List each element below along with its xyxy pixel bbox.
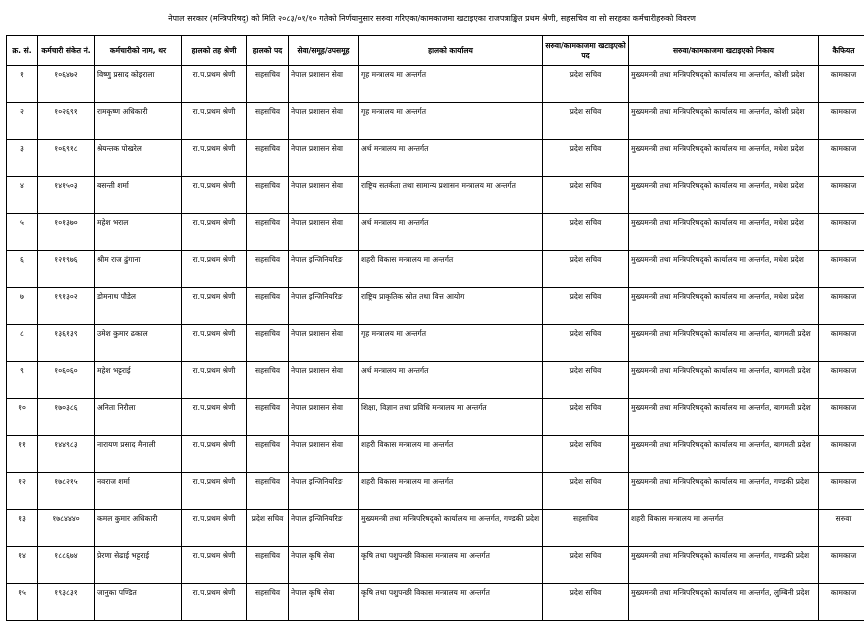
cell-post: सहसचिव (247, 584, 289, 621)
cell-level: रा.प.प्रथम श्रेणी (182, 288, 247, 325)
cell-code: १९१३०२ (38, 288, 95, 325)
cell-sn: ४ (7, 177, 38, 214)
cell-new-office: मुख्यमन्त्री तथा मन्त्रिपरिषद्‌को कार्यालय मा अन्तर्गत, बागमती प्रदेश (629, 399, 819, 436)
cell-new-post: प्रदेश सचिव (543, 399, 629, 436)
table-row (7, 66, 864, 103)
cell-sn: ३ (7, 140, 38, 177)
cell-post: सहसचिव (247, 177, 289, 214)
cell-sn: ७ (7, 288, 38, 325)
table-row (7, 399, 864, 436)
cell-sn: ५ (7, 214, 38, 251)
cell-new-post: प्रदेश सचिव (543, 547, 629, 584)
cell-remark: कामकाज (819, 251, 864, 288)
cell-post: सहसचिव (247, 288, 289, 325)
cell-remark: कामकाज (819, 103, 864, 140)
cell-new-office: मुख्यमन्त्री तथा मन्त्रिपरिषद्‌को कार्यालय मा अन्तर्गत, कोशी प्रदेश (629, 66, 819, 103)
cell-code: १३६१३९ (38, 325, 95, 362)
header-row (7, 36, 864, 66)
cell-post: सहसचिव (247, 103, 289, 140)
cell-post: सहसचिव (247, 214, 289, 251)
col-header-new-office: सरुवा/कामकाजमा खटाइएको निकाय (629, 36, 819, 66)
cell-new-office: मुख्यमन्त्री तथा मन्त्रिपरिषद्‌को कार्यालय मा अन्तर्गत, मधेश प्रदेश (629, 177, 819, 214)
cell-remark: कामकाज (819, 177, 864, 214)
cell-new-post: प्रदेश सचिव (543, 288, 629, 325)
cell-new-office: मुख्यमन्त्री तथा मन्त्रिपरिषद्‌को कार्यालय मा अन्तर्गत, गण्डकी प्रदेश (629, 547, 819, 584)
cell-new-post: प्रदेश सचिव (543, 251, 629, 288)
cell-code: १०६४७२ (38, 66, 95, 103)
cell-service: नेपाल प्रशासन सेवा (289, 325, 359, 362)
col-header-office: हालको कार्यालय (359, 36, 543, 66)
cell-level: रा.प.प्रथम श्रेणी (182, 103, 247, 140)
cell-code: १२१९७६ (38, 251, 95, 288)
cell-office: गृह मन्त्रालय मा अन्तर्गत (359, 66, 543, 103)
cell-name: नारायण प्रसाद मैनाली (95, 436, 182, 473)
col-header-level: हालको तह श्रेणी (182, 36, 247, 66)
table-row (7, 362, 864, 399)
cell-code: १४१५०३ (38, 177, 95, 214)
cell-level: रा.प.प्रथम श्रेणी (182, 177, 247, 214)
cell-name: रामकृष्ण अधिकारी (95, 103, 182, 140)
cell-sn: १ (7, 66, 38, 103)
cell-post: सहसचिव (247, 473, 289, 510)
table-row (7, 510, 864, 547)
cell-sn: ११ (7, 436, 38, 473)
cell-name: महेश भराल (95, 214, 182, 251)
cell-code: १०६०६० (38, 362, 95, 399)
transfer-table (6, 35, 864, 621)
cell-new-post: प्रदेश सचिव (543, 66, 629, 103)
cell-level: रा.प.प्रथम श्रेणी (182, 473, 247, 510)
cell-service: नेपाल कृषि सेवा (289, 547, 359, 584)
cell-office: शहरी विकास मन्त्रालय मा अन्तर्गत (359, 473, 543, 510)
cell-code: १७८४४४० (38, 510, 95, 547)
cell-remark: कामकाज (819, 214, 864, 251)
table-row (7, 584, 864, 621)
cell-service: नेपाल प्रशासन सेवा (289, 214, 359, 251)
cell-remark: कामकाज (819, 325, 864, 362)
cell-office: शहरी विकास मन्त्रालय मा अन्तर्गत (359, 436, 543, 473)
cell-office: कृषि तथा पशुपन्छी विकास मन्त्रालय मा अन्तर्गत (359, 584, 543, 621)
col-header-sn: क्र. सं. (7, 36, 38, 66)
cell-code: १०२६९१ (38, 103, 95, 140)
cell-new-office: मुख्यमन्त्री तथा मन्त्रिपरिषद्‌को कार्यालय मा अन्तर्गत, बागमती प्रदेश (629, 436, 819, 473)
cell-new-office: मुख्यमन्त्री तथा मन्त्रिपरिषद्‌को कार्यालय मा अन्तर्गत, कोशी प्रदेश (629, 103, 819, 140)
cell-remark: कामकाज (819, 66, 864, 103)
cell-name: बसन्ती शर्मा (95, 177, 182, 214)
cell-name: डोमनाथ पौडेल (95, 288, 182, 325)
cell-office: अर्थ मन्त्रालय मा अन्तर्गत (359, 140, 543, 177)
cell-name: कमल कुमार अधिकारी (95, 510, 182, 547)
cell-post: सहसचिव (247, 362, 289, 399)
table-row (7, 547, 864, 584)
cell-sn: १३ (7, 510, 38, 547)
table-row (7, 251, 864, 288)
cell-office: गृह मन्त्रालय मा अन्तर्गत (359, 325, 543, 362)
cell-remark: कामकाज (819, 399, 864, 436)
cell-code: १०१३७० (38, 214, 95, 251)
cell-sn: ९ (7, 362, 38, 399)
cell-new-post: प्रदेश सचिव (543, 362, 629, 399)
cell-name: महेश भट्टराई (95, 362, 182, 399)
cell-office: अर्थ मन्त्रालय मा अन्तर्गत (359, 362, 543, 399)
cell-level: रा.प.प्रथम श्रेणी (182, 584, 247, 621)
cell-post: सहसचिव (247, 140, 289, 177)
cell-new-post: प्रदेश सचिव (543, 584, 629, 621)
cell-office: कृषि तथा पशुपन्छी विकास मन्त्रालय मा अन्तर्गत (359, 547, 543, 584)
cell-office: शहरी विकास मन्त्रालय मा अन्तर्गत (359, 251, 543, 288)
table-row (7, 140, 864, 177)
cell-service: नेपाल प्रशासन सेवा (289, 103, 359, 140)
cell-sn: ६ (7, 251, 38, 288)
cell-level: रा.प.प्रथम श्रेणी (182, 362, 247, 399)
table-row (7, 214, 864, 251)
cell-post: सहसचिव (247, 399, 289, 436)
cell-new-office: शहरी विकास मन्त्रालय मा अन्तर्गत (629, 510, 819, 547)
cell-name: विष्णु प्रसाद कोइराला (95, 66, 182, 103)
col-header-code: कर्मचारी संकेत नं. (38, 36, 95, 66)
table-row (7, 473, 864, 510)
cell-sn: ८ (7, 325, 38, 362)
cell-service: नेपाल प्रशासन सेवा (289, 140, 359, 177)
cell-remark: कामकाज (819, 140, 864, 177)
cell-office: अर्थ मन्त्रालय मा अन्तर्गत (359, 214, 543, 251)
cell-new-office: मुख्यमन्त्री तथा मन्त्रिपरिषद्‌को कार्यालय मा अन्तर्गत, मधेश प्रदेश (629, 140, 819, 177)
cell-new-post: प्रदेश सचिव (543, 140, 629, 177)
cell-post: सहसचिव (247, 436, 289, 473)
cell-level: रा.प.प्रथम श्रेणी (182, 325, 247, 362)
cell-name: श्रेयन्तक पोखरेल (95, 140, 182, 177)
cell-name: प्रेरणा सेढाई भट्टराई (95, 547, 182, 584)
cell-new-office: मुख्यमन्त्री तथा मन्त्रिपरिषद्‌को कार्यालय मा अन्तर्गत, मधेश प्रदेश (629, 251, 819, 288)
cell-name: अनिता निरौला (95, 399, 182, 436)
cell-office: राष्ट्रिय सतर्कता तथा सामान्य प्रशासन मन्त्रालय मा अन्तर्गत (359, 177, 543, 214)
col-header-post: हालको पद (247, 36, 289, 66)
cell-remark: कामकाज (819, 288, 864, 325)
cell-post: सहसचिव (247, 66, 289, 103)
cell-level: रा.प.प्रथम श्रेणी (182, 251, 247, 288)
table-row (7, 288, 864, 325)
cell-code: १९३८३१ (38, 584, 95, 621)
cell-office: गृह मन्त्रालय मा अन्तर्गत (359, 103, 543, 140)
col-header-service: सेवा/समूह/उपसमूह (289, 36, 359, 66)
col-header-name: कर्मचारीको नाम, थर (95, 36, 182, 66)
cell-code: १७०३८६ (38, 399, 95, 436)
cell-code: १०६९१८ (38, 140, 95, 177)
cell-sn: १० (7, 399, 38, 436)
cell-post: सहसचिव (247, 251, 289, 288)
cell-service: नेपाल इन्जिनियरिङ (289, 510, 359, 547)
cell-code: १७८२१५ (38, 473, 95, 510)
cell-remark: कामकाज (819, 547, 864, 584)
cell-service: नेपाल प्रशासन सेवा (289, 177, 359, 214)
cell-new-post: प्रदेश सचिव (543, 177, 629, 214)
table-row (7, 103, 864, 140)
cell-remark: कामकाज (819, 584, 864, 621)
cell-name: उमेश कुमार ढकाल (95, 325, 182, 362)
cell-sn: १५ (7, 584, 38, 621)
cell-level: रा.प.प्रथम श्रेणी (182, 214, 247, 251)
cell-office: राष्ट्रिय प्राकृतिक स्रोत तथा वित्त आयोग (359, 288, 543, 325)
cell-remark: कामकाज (819, 436, 864, 473)
cell-level: रा.प.प्रथम श्रेणी (182, 140, 247, 177)
cell-new-post: प्रदेश सचिव (543, 436, 629, 473)
cell-office: मुख्यमन्त्री तथा मन्त्रिपरिषद्‌को कार्यालय मा अन्तर्गत, गण्डकी प्रदेश (359, 510, 543, 547)
table-row (7, 177, 864, 214)
cell-service: नेपाल कृषि सेवा (289, 584, 359, 621)
cell-new-office: मुख्यमन्त्री तथा मन्त्रिपरिषद्‌को कार्यालय मा अन्तर्गत, मधेश प्रदेश (629, 288, 819, 325)
table-row (7, 325, 864, 362)
cell-new-office: मुख्यमन्त्री तथा मन्त्रिपरिषद्‌को कार्यालय मा अन्तर्गत, लुम्बिनी प्रदेश (629, 584, 819, 621)
cell-code: १४४९८३ (38, 436, 95, 473)
cell-new-office: मुख्यमन्त्री तथा मन्त्रिपरिषद्‌को कार्यालय मा अन्तर्गत, मधेश प्रदेश (629, 214, 819, 251)
col-header-new-post: सरुवा/कामकाजमा खटाइएको पद (543, 36, 629, 66)
cell-remark: सरुवा (819, 510, 864, 547)
cell-name: जानुका पण्डित (95, 584, 182, 621)
cell-level: रा.प.प्रथम श्रेणी (182, 547, 247, 584)
cell-sn: १४ (7, 547, 38, 584)
cell-new-post: प्रदेश सचिव (543, 214, 629, 251)
cell-sn: २ (7, 103, 38, 140)
cell-new-office: मुख्यमन्त्री तथा मन्त्रिपरिषद्‌को कार्यालय मा अन्तर्गत, गण्डकी प्रदेश (629, 473, 819, 510)
cell-new-post: प्रदेश सचिव (543, 325, 629, 362)
cell-level: रा.प.प्रथम श्रेणी (182, 66, 247, 103)
cell-office: शिक्षा, विज्ञान तथा प्रविधि मन्त्रालय मा अन्तर्गत (359, 399, 543, 436)
cell-service: नेपाल इन्जिनियरिङ (289, 473, 359, 510)
cell-post: सहसचिव (247, 325, 289, 362)
cell-name: श्रीम राज ढुंगाना (95, 251, 182, 288)
cell-new-office: मुख्यमन्त्री तथा मन्त्रिपरिषद्‌को कार्यालय मा अन्तर्गत, बागमती प्रदेश (629, 362, 819, 399)
cell-level: रा.प.प्रथम श्रेणी (182, 510, 247, 547)
cell-level: रा.प.प्रथम श्रेणी (182, 399, 247, 436)
col-header-remark: कैफियत (819, 36, 864, 66)
cell-service: नेपाल प्रशासन सेवा (289, 436, 359, 473)
cell-service: नेपाल इन्जिनियरिङ (289, 251, 359, 288)
page-title: नेपाल सरकार (मन्त्रिपरिषद्) को मिति २०८३/०१/१० गतेको निर्णयानुसार सरुवा गरिएका/कामकाजमा खटाइएका राजपत्राङ्कित प्रथम श्रेणी, सहसचिव वा सो सरहका कर्मचारीहरुको विवरण (0, 14, 864, 24)
table-row (7, 436, 864, 473)
cell-service: नेपाल प्रशासन सेवा (289, 362, 359, 399)
cell-service: नेपाल प्रशासन सेवा (289, 66, 359, 103)
cell-new-post: सहसचिव (543, 510, 629, 547)
cell-post: सहसचिव (247, 547, 289, 584)
cell-service: नेपाल प्रशासन सेवा (289, 399, 359, 436)
cell-name: नवराज शर्मा (95, 473, 182, 510)
cell-code: १८८६७४ (38, 547, 95, 584)
cell-new-post: प्रदेश सचिव (543, 473, 629, 510)
cell-remark: कामकाज (819, 473, 864, 510)
cell-service: नेपाल इन्जिनियरिङ (289, 288, 359, 325)
cell-level: रा.प.प्रथम श्रेणी (182, 436, 247, 473)
cell-remark: कामकाज (819, 362, 864, 399)
cell-new-post: प्रदेश सचिव (543, 103, 629, 140)
cell-post: प्रदेश सचिव (247, 510, 289, 547)
cell-new-office: मुख्यमन्त्री तथा मन्त्रिपरिषद्‌को कार्यालय मा अन्तर्गत, बागमती प्रदेश (629, 325, 819, 362)
cell-sn: १२ (7, 473, 38, 510)
